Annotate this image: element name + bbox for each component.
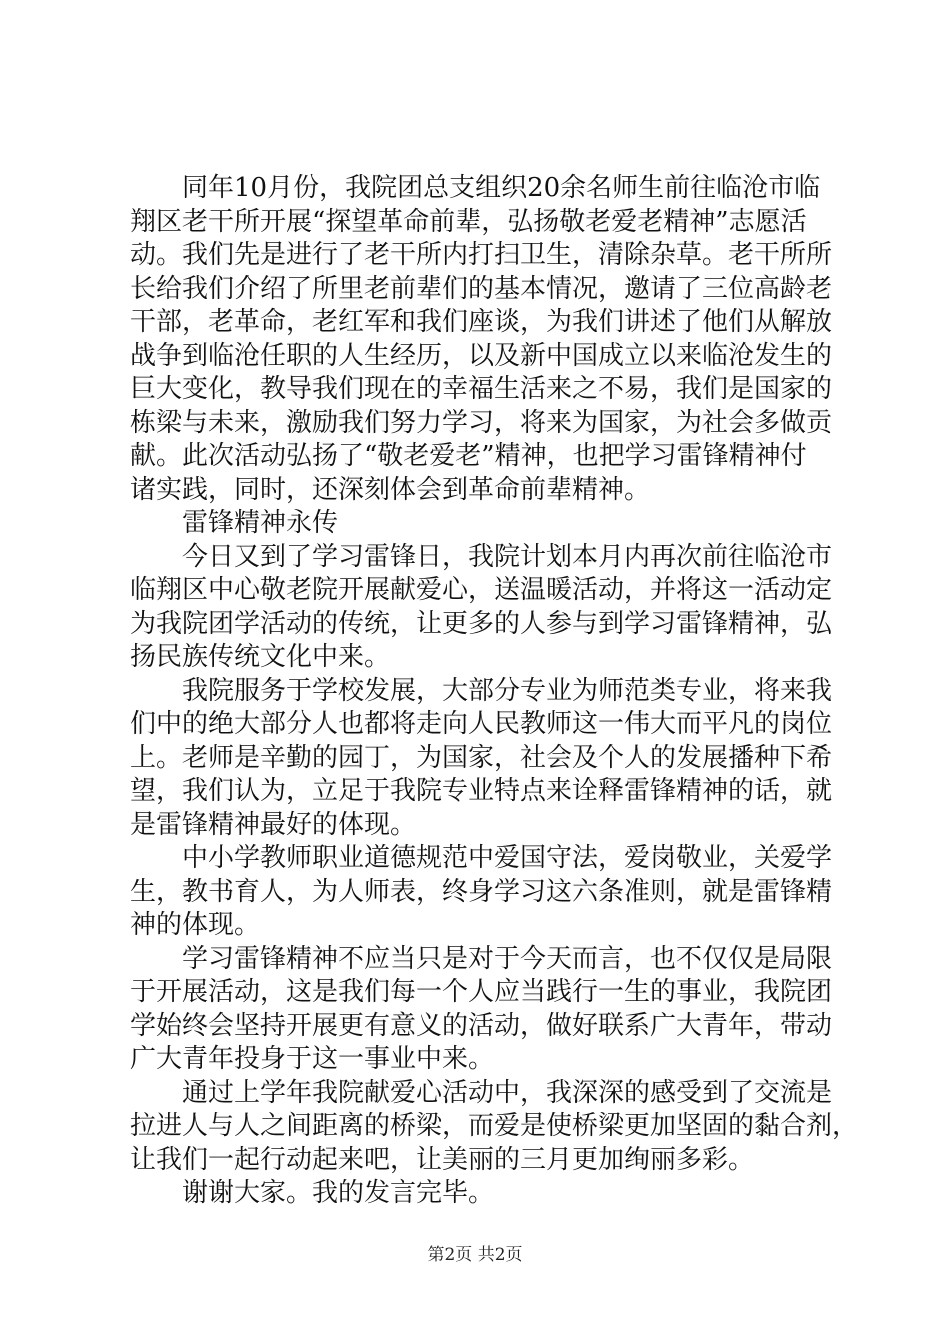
paragraph — [130, 675, 833, 843]
text-line: 学始终会坚持开展更有意义的活动，做好联系广大青年，带动 — [130, 1010, 833, 1041]
text-line: 拉进人与人之间距离的桥梁，而爱是使桥梁更加坚固的黏合剂， — [130, 1111, 859, 1141]
text-line: 生，教书育人，为人师表，终身学习这六条准则，就是雷锋精 — [130, 876, 833, 907]
text-line: 广大青年投身于这一事业中来。 — [130, 1044, 495, 1074]
page-footer — [0, 1243, 950, 1267]
text-line: 献。此次活动弘扬了“敬老爱老”精神，也把学习雷锋精神付 — [130, 441, 807, 471]
text-line: 中小学教师职业道德规范中爱国守法，爱岗敬业，关爱学 — [182, 843, 833, 873]
text-line: 今日又到了学习雷锋日，我院计划本月内再次前往临沧市 — [182, 541, 833, 572]
text-line: 诸实践，同时，还深刻体会到革命前辈精神。 — [130, 474, 651, 505]
text-line: 翔区老干所开展“探望革命前辈，弘扬敬老爱老精神”志愿活 — [130, 206, 807, 237]
text-line: 们中的绝大部分人也都将走向人民教师这一伟大而平凡的岗位 — [130, 709, 833, 739]
paragraph — [130, 943, 833, 1077]
text-line: 扬民族传统文化中来。 — [130, 642, 391, 672]
text-line: 于开展活动，这是我们每一个人应当践行一生的事业，我院团 — [130, 977, 833, 1007]
page-indicator: 第2页 共2页 — [427, 1245, 523, 1265]
heading-text: 雷锋精神永传 — [182, 508, 339, 538]
section-heading — [130, 507, 830, 541]
paragraph — [130, 541, 833, 675]
document-body — [130, 172, 859, 1211]
paragraph — [130, 1077, 859, 1178]
text-line: 通过上学年我院献爱心活动中，我深深的感受到了交流是 — [182, 1077, 833, 1108]
text-line: 栋梁与未来，激励我们努力学习，将来为国家，为社会多做贡 — [130, 407, 833, 438]
paragraph — [130, 1177, 830, 1211]
paragraph — [130, 842, 833, 943]
text-line: 学习雷锋精神不应当只是对于今天而言，也不仅仅是局限 — [182, 943, 833, 974]
text-line: 动。我们先是进行了老干所内打扫卫生，清除杂草。老干所所 — [130, 240, 833, 270]
paragraph — [130, 172, 833, 507]
text-line: 我院服务于学校发展，大部分专业为师范类专业，将来我 — [182, 675, 833, 706]
text-line: 望，我们认为，立足于我院专业特点来诠释雷锋精神的话，就 — [130, 776, 833, 806]
text-line: 干部，老革命，老红军和我们座谈，为我们讲述了他们从解放 — [130, 307, 833, 337]
text-line: 长给我们介绍了所里老前辈们的基本情况，邀请了三位高龄老 — [130, 273, 833, 304]
text-line: 是雷锋精神最好的体现。 — [130, 809, 417, 840]
text-line: 巨大变化，教导我们现在的幸福生活来之不易，我们是国家的 — [130, 374, 833, 404]
text-line: 临翔区中心敬老院开展献爱心，送温暖活动，并将这一活动定 — [130, 575, 833, 605]
text-line: 为我院团学活动的传统，让更多的人参与到学习雷锋精神，弘 — [130, 608, 833, 639]
text-line: 战争到临沧任职的人生经历，以及新中国成立以来临沧发生的 — [130, 340, 833, 371]
text-line: 同年10月份，我院团总支组织20余名师生前往临沧市临 — [182, 173, 821, 203]
text-line: 上。老师是辛勤的园丁，为国家，社会及个人的发展播种下希 — [130, 742, 833, 773]
text-line: 让我们一起行动起来吧，让美丽的三月更加绚丽多彩。 — [130, 1144, 755, 1175]
text-line: 神的体现。 — [130, 910, 261, 940]
text-line: 谢谢大家。我的发言完毕。 — [182, 1178, 495, 1208]
